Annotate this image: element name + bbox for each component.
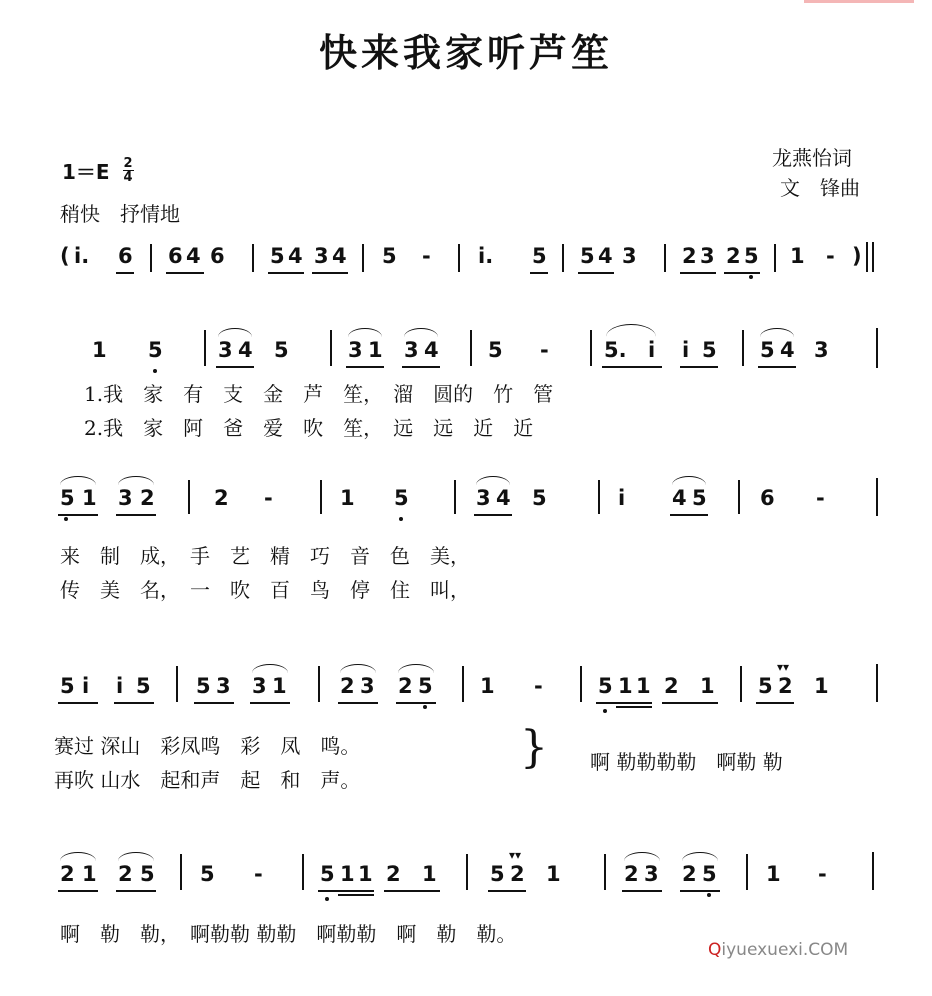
time-denominator: 4 (123, 170, 133, 185)
key-signature (62, 156, 134, 187)
barline (204, 330, 206, 366)
note: 4 (288, 244, 303, 268)
note: 5 (758, 674, 773, 698)
composer-credit: 文 锋曲 (780, 176, 860, 200)
note: 5 (274, 338, 289, 362)
underline (318, 890, 374, 892)
note: 3 (314, 244, 329, 268)
low-octave-dot (153, 369, 157, 373)
note: 5 (196, 674, 211, 698)
underline (488, 890, 526, 892)
note: 5 (270, 244, 285, 268)
lyric-verse-1-line-2: 来 制 成， 手 艺 精 巧 音 色 美， (60, 544, 470, 568)
underline (216, 366, 254, 368)
note: 4 (332, 244, 347, 268)
underline (724, 272, 760, 274)
note: - (540, 338, 549, 362)
low-octave-dot (707, 893, 711, 897)
barline (872, 852, 874, 890)
note: 4 (496, 486, 511, 510)
time-numerator: 2 (123, 156, 133, 171)
note: 2 (664, 674, 679, 698)
note: 1 (272, 674, 287, 698)
underline (250, 702, 290, 704)
barline (876, 664, 878, 702)
underline (680, 366, 718, 368)
underline (596, 702, 652, 704)
underline (116, 514, 156, 516)
note: 3 (622, 244, 637, 268)
note: 1 (790, 244, 805, 268)
note: - (826, 244, 835, 268)
tempo-marking: 稍快 抒情地 (60, 202, 180, 226)
lyric-refrain-line-2: 啊 勒 勒， 啊勒勒 勒勒 啊勒勒 啊 勒 勒。 (60, 922, 517, 946)
note: 5 (140, 862, 155, 886)
lyric-refrain-line-1: 啊 勒勒勒勒 啊勒 勒 (590, 750, 783, 774)
lyricist-credit: 龙燕怡词 (772, 146, 852, 170)
underline (602, 366, 662, 368)
note: 1 (340, 862, 355, 886)
underline (758, 366, 796, 368)
watermark-q: Q (708, 940, 722, 960)
note: 3 (644, 862, 659, 886)
note: 1 (92, 338, 107, 362)
note: 5. (604, 338, 627, 362)
note: 5 (200, 862, 215, 886)
note: 1 (368, 338, 383, 362)
song-title: 快来我家听芦笙 (318, 30, 613, 75)
lyric-verse-1-line-1: 1.我 家 有 支 金 芦 笙， 溜 圆的 竹 管 (84, 382, 554, 406)
note: 5 (702, 862, 717, 886)
barline (252, 244, 254, 272)
underline (194, 702, 234, 704)
barline (664, 244, 666, 272)
barline (470, 330, 472, 366)
underline (166, 272, 204, 274)
note: 5 (702, 338, 717, 362)
note: - (422, 244, 431, 268)
verse-brace: } (520, 722, 548, 773)
barline (562, 244, 564, 272)
note: 5 (418, 674, 433, 698)
note: 3 (360, 674, 375, 698)
barline (774, 244, 776, 272)
note: 3 (118, 486, 133, 510)
barline (580, 666, 582, 702)
barline (876, 328, 878, 368)
underline (58, 702, 98, 704)
lyric-verse-2-line-3: 再吹 山水 起和声 起 和 声。 (54, 768, 361, 792)
barline (876, 478, 878, 516)
slur (606, 324, 656, 337)
note: 5 (148, 338, 163, 362)
note: 2 (682, 244, 697, 268)
note: 4 (424, 338, 439, 362)
note: - (254, 862, 263, 886)
note: 2 (60, 862, 75, 886)
note: 2 (140, 486, 155, 510)
note: 4 (780, 338, 795, 362)
note: 2 (778, 674, 793, 698)
barline (740, 666, 742, 702)
underline (58, 514, 98, 516)
barline (176, 666, 178, 702)
key-label: 1＝E (62, 160, 110, 184)
barline (466, 854, 468, 890)
note: 2 (118, 862, 133, 886)
barline (318, 666, 320, 702)
note: 5 (744, 244, 759, 268)
note: i (618, 486, 626, 510)
barline (188, 480, 190, 514)
note: 1 (814, 674, 829, 698)
note: 1 (340, 486, 355, 510)
note: 5 (394, 486, 409, 510)
barline (454, 480, 456, 514)
note: 4 (238, 338, 253, 362)
underline (338, 894, 374, 896)
note: i (682, 338, 690, 362)
note: 4 (598, 244, 613, 268)
note: 1 (82, 862, 97, 886)
note: i. (74, 244, 90, 268)
note: 2 (386, 862, 401, 886)
note: 4 (672, 486, 687, 510)
note: 6 (118, 244, 133, 268)
note: 1 (766, 862, 781, 886)
note: 2 (624, 862, 639, 886)
barline (458, 244, 460, 272)
underline (338, 702, 378, 704)
note: 5 (580, 244, 595, 268)
underline (346, 366, 384, 368)
underline (670, 514, 708, 516)
underline (268, 272, 304, 274)
note: 2 (214, 486, 229, 510)
note: 1 (636, 674, 651, 698)
note: 2 (398, 674, 413, 698)
low-octave-dot (603, 709, 607, 713)
underline (384, 890, 440, 892)
note: ) (852, 244, 862, 268)
lyric-verse-2-line-2: 传 美 名， 一 吹 百 鸟 停 住 叫， (60, 578, 470, 602)
note: 3 (216, 674, 231, 698)
note: 2 (726, 244, 741, 268)
note: 5 (598, 674, 613, 698)
underline (680, 272, 716, 274)
note: 3 (252, 674, 267, 698)
site-watermark (708, 940, 848, 960)
note: 6 (168, 244, 183, 268)
underline (402, 366, 440, 368)
note: 5 (320, 862, 335, 886)
underline (680, 890, 720, 892)
note: 6 (760, 486, 775, 510)
lyric-verse-1-line-3: 赛过 深山 彩凤鸣 彩 凤 鸣。 (54, 734, 361, 758)
note: - (816, 486, 825, 510)
barline (598, 480, 600, 514)
underline (616, 706, 652, 708)
low-octave-dot (423, 705, 427, 709)
note: 5 (136, 674, 151, 698)
barline (302, 854, 304, 890)
barline (180, 854, 182, 890)
low-octave-dot (399, 517, 403, 521)
note: 1 (422, 862, 437, 886)
underline (662, 702, 718, 704)
barline (330, 330, 332, 366)
note: 5 (488, 338, 503, 362)
note: i. (478, 244, 494, 268)
note: - (818, 862, 827, 886)
underline (622, 890, 662, 892)
note: 5 (532, 486, 547, 510)
time-signature (123, 157, 134, 184)
note: - (264, 486, 273, 510)
barline (590, 330, 592, 366)
underline (530, 272, 548, 274)
underline (474, 514, 512, 516)
note: 1 (480, 674, 495, 698)
note: 5 (760, 338, 775, 362)
note: 5 (692, 486, 707, 510)
barline (150, 244, 152, 272)
note: 3 (218, 338, 233, 362)
note: 2 (340, 674, 355, 698)
note: 6 (210, 244, 225, 268)
underline (396, 702, 436, 704)
low-octave-dot (749, 275, 753, 279)
note: 1 (358, 862, 373, 886)
top-edge-mark (804, 0, 914, 3)
underline (756, 702, 794, 704)
note: 3 (814, 338, 829, 362)
note: ( (60, 244, 70, 268)
note: 3 (700, 244, 715, 268)
low-octave-dot (64, 517, 68, 521)
note: 5 (532, 244, 547, 268)
barline (462, 666, 464, 702)
note: 1 (546, 862, 561, 886)
barline (604, 854, 606, 890)
lyric-verse-2-line-1: 2.我 家 阿 爸 爱 吹 笙， 远 远 近 近 (84, 416, 534, 440)
note: - (534, 674, 543, 698)
note: 5 (60, 674, 75, 698)
note: 4 (186, 244, 201, 268)
ornament-mark: ▾▾ (509, 848, 522, 862)
underline (114, 702, 154, 704)
note: 2 (682, 862, 697, 886)
note: 1 (82, 486, 97, 510)
note: 1 (618, 674, 633, 698)
ornament-mark: ▾▾ (777, 660, 790, 674)
underline (116, 890, 156, 892)
note: 2 (510, 862, 525, 886)
note: i (116, 674, 124, 698)
barline (866, 242, 868, 272)
note: 1 (700, 674, 715, 698)
underline (578, 272, 614, 274)
barline (872, 242, 874, 272)
note: 5 (490, 862, 505, 886)
barline (746, 854, 748, 890)
barline (362, 244, 364, 272)
note: 3 (348, 338, 363, 362)
low-octave-dot (325, 897, 329, 901)
watermark-text: iyuexuexi.COM (721, 940, 849, 960)
barline (738, 480, 740, 514)
note: 3 (404, 338, 419, 362)
underline (312, 272, 348, 274)
note: 5 (382, 244, 397, 268)
note: i (648, 338, 656, 362)
barline (742, 330, 744, 366)
note: 5 (60, 486, 75, 510)
note: 3 (476, 486, 491, 510)
note: i (82, 674, 90, 698)
underline (58, 890, 98, 892)
barline (320, 480, 322, 514)
underline (116, 272, 134, 274)
